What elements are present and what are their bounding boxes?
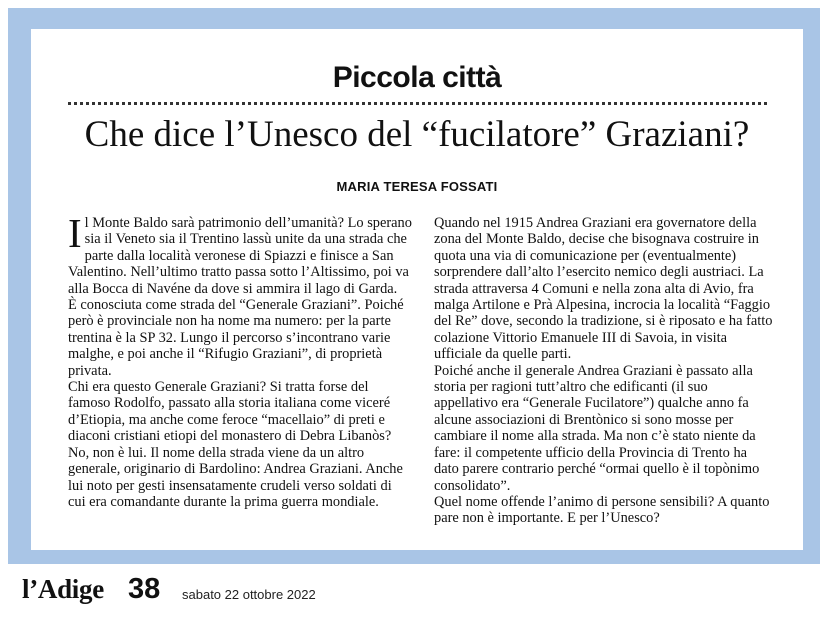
byline: MARIA TERESA FOSSATI [336, 179, 498, 194]
article-paragraph: No, non è lui. Il nome della strada viene da un altro generale, originario di Bardolino: Andrea Graziani. Anche lui noto per gesti insensatamente crudeli verso soldati di cui era comandante durante la prima guerra mondiale. [68, 444, 403, 510]
article-frame [8, 8, 820, 564]
article-column-left [68, 210, 412, 510]
drop-cap: I [68, 210, 82, 256]
dotted-divider [68, 102, 767, 105]
newspaper-logo: l’Adige [22, 574, 104, 604]
page-footer [0, 570, 830, 620]
article-paragraph: Quel nome offende l’animo di persone sensibili? A quanto pare non è importante. E per l’Unesco? [434, 493, 770, 527]
article-paragraph-text: l Monte Baldo sarà patrimonio dell’umanità? Lo sperano sia il Veneto sia il Trentino lassù unite da una strada che parte dalla località veronese di Spiazzi e finisce a San Valentino. Nell’ultimo tratto passa sotto l’Altissimo, poi va alla Bocca di Navéne da dove si ammira il lago di Garda. [68, 215, 412, 297]
article-paragraph: Quando nel 1915 Andrea Graziani era governatore della zona del Monte Baldo, decise che bisognava costruire in quota una via di comunicazione per (eventualmente) sorprendere dall’alto l’esercito nemico degli austriaci. La strada attraversa 4 Comuni e nella zona alta di Avio, fra malga Artilone e Prà Alpesina, incrocia la località “Faggio del Re” dove, secondo la tradizione, si è riposato e ha fatto colazione Vittorio Emanuele III di Savoia, in visita ufficiale da quelle parti. [434, 215, 773, 363]
headline: Che dice l’Unesco del “fucilatore” Graziani? [84, 114, 750, 155]
article-paragraph: Poiché anche il generale Andrea Graziani è passato alla storia per ragioni tutt’altro che edificanti (il suo appellativo era “Generale Fucilatore”) qualche anno fa alcune associazioni di Brentònico si sono mosse per cambiare il nome alla strada. Ma non c’è stato niente da fare: il competente ufficio della Provincia di Trento ha dato parere contrario perché “ormai quello è il topònimo consolidato”. [434, 362, 760, 494]
article-paragraph: Chi era questo Generale Graziani? Si tratta forse del famoso Rodolfo, passato alla storia italiana come viceré d’Etiopia, ma anche come feroce “macellaio” di preti e diaconi cristiani etiopi del monastero di Debra Libanòs? [68, 379, 392, 445]
article-panel [31, 29, 803, 550]
article-paragraph [68, 210, 412, 297]
article-column-right [434, 215, 774, 527]
page-number: 38 [128, 573, 161, 605]
publication-date: sabato 22 ottobre 2022 [182, 587, 316, 602]
section-title: Piccola città [332, 61, 502, 94]
article-paragraph: È conosciuta come strada del “Generale Graziani”. Poiché però è provinciale non ha nome ma numero: per la parte trentina è la SP 32. Lungo il percorso s’incontrano varie malghe, e poi anche il “Rifugio Graziani”, di proprietà privata. [68, 297, 404, 379]
